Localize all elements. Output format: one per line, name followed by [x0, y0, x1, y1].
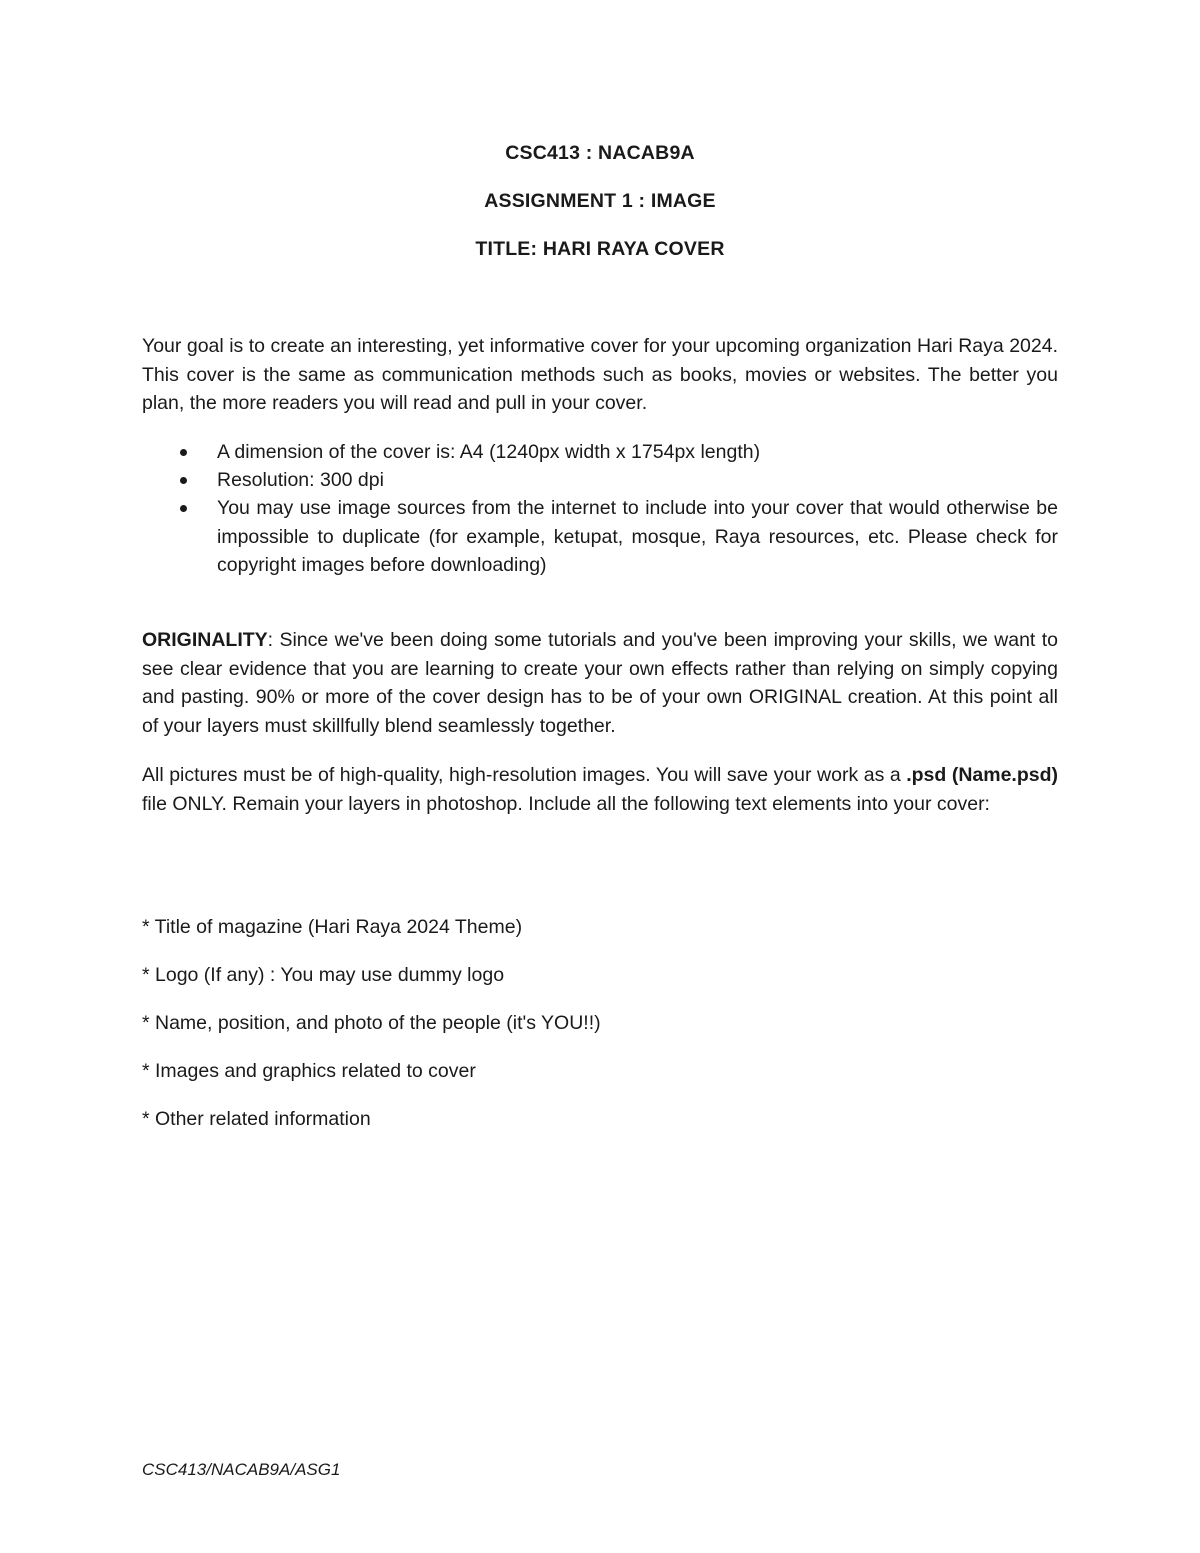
pictures-paragraph — [142, 761, 1058, 818]
text-element-item: * Title of magazine (Hari Raya 2024 Theme) — [142, 916, 523, 938]
list-item-text: A dimension of the cover is: A4 (1240px width x 1754px length) — [217, 441, 761, 463]
list-item — [142, 438, 1058, 466]
text-element-item: * Images and graphics related to cover — [142, 1060, 476, 1082]
page-footer: CSC413/NACAB9A/ASG1 — [142, 1460, 341, 1479]
assignment-heading: ASSIGNMENT 1 : IMAGE — [484, 190, 716, 212]
text-element-item: * Other related information — [142, 1108, 371, 1130]
bullet-icon — [180, 477, 187, 484]
text-element-item: * Name, position, and photo of the people (it's YOU!!) — [142, 1012, 601, 1034]
originality-paragraph — [142, 626, 1058, 741]
pictures-text-before: All pictures must be of high-quality, high-resolution images. You will save your work as a — [142, 764, 907, 786]
file-format-text: .psd (Name.psd) — [906, 764, 1059, 786]
list-item-text: Resolution: 300 dpi — [217, 469, 384, 492]
requirements-list — [142, 438, 1058, 579]
list-item — [142, 494, 1058, 579]
title-heading: TITLE: HARI RAYA COVER — [475, 238, 725, 260]
text-element-item: * Logo (If any) : You may use dummy logo — [142, 964, 505, 986]
course-heading: CSC413 : NACAB9A — [505, 142, 695, 164]
list-item — [142, 466, 1058, 494]
pictures-text-after: file ONLY. Remain your layers in photoshop. Include all the following text elements into your cover: — [142, 792, 990, 815]
originality-text: : Since we've been doing some tutorials and you've been improving your skills, we want to see clear evidence that you are learning to create your own effects rather than relying on simply copying and pasting. 90% or more of the cover design has to be of your own ORIGINAL creation. At this point all of your layers must skillfully blend seamlessly together. — [142, 629, 1058, 738]
originality-label: ORIGINALITY — [142, 629, 268, 651]
list-item-text: You may use image sources from the internet to include into your cover that would otherwise be impossible to duplicate (for example, ketupat, mosque, Raya resources, etc. Please check for copyright images before downloading) — [217, 497, 1058, 576]
bullet-icon — [180, 449, 187, 456]
bullet-icon — [180, 505, 187, 512]
intro-paragraph: Your goal is to create an interesting, yet informative cover for your upcoming organization Hari Raya 2024. This cover is the same as communication methods such as books, movies or websites. The better you plan, the more readers you will read and pull in your cover. — [142, 335, 1058, 415]
